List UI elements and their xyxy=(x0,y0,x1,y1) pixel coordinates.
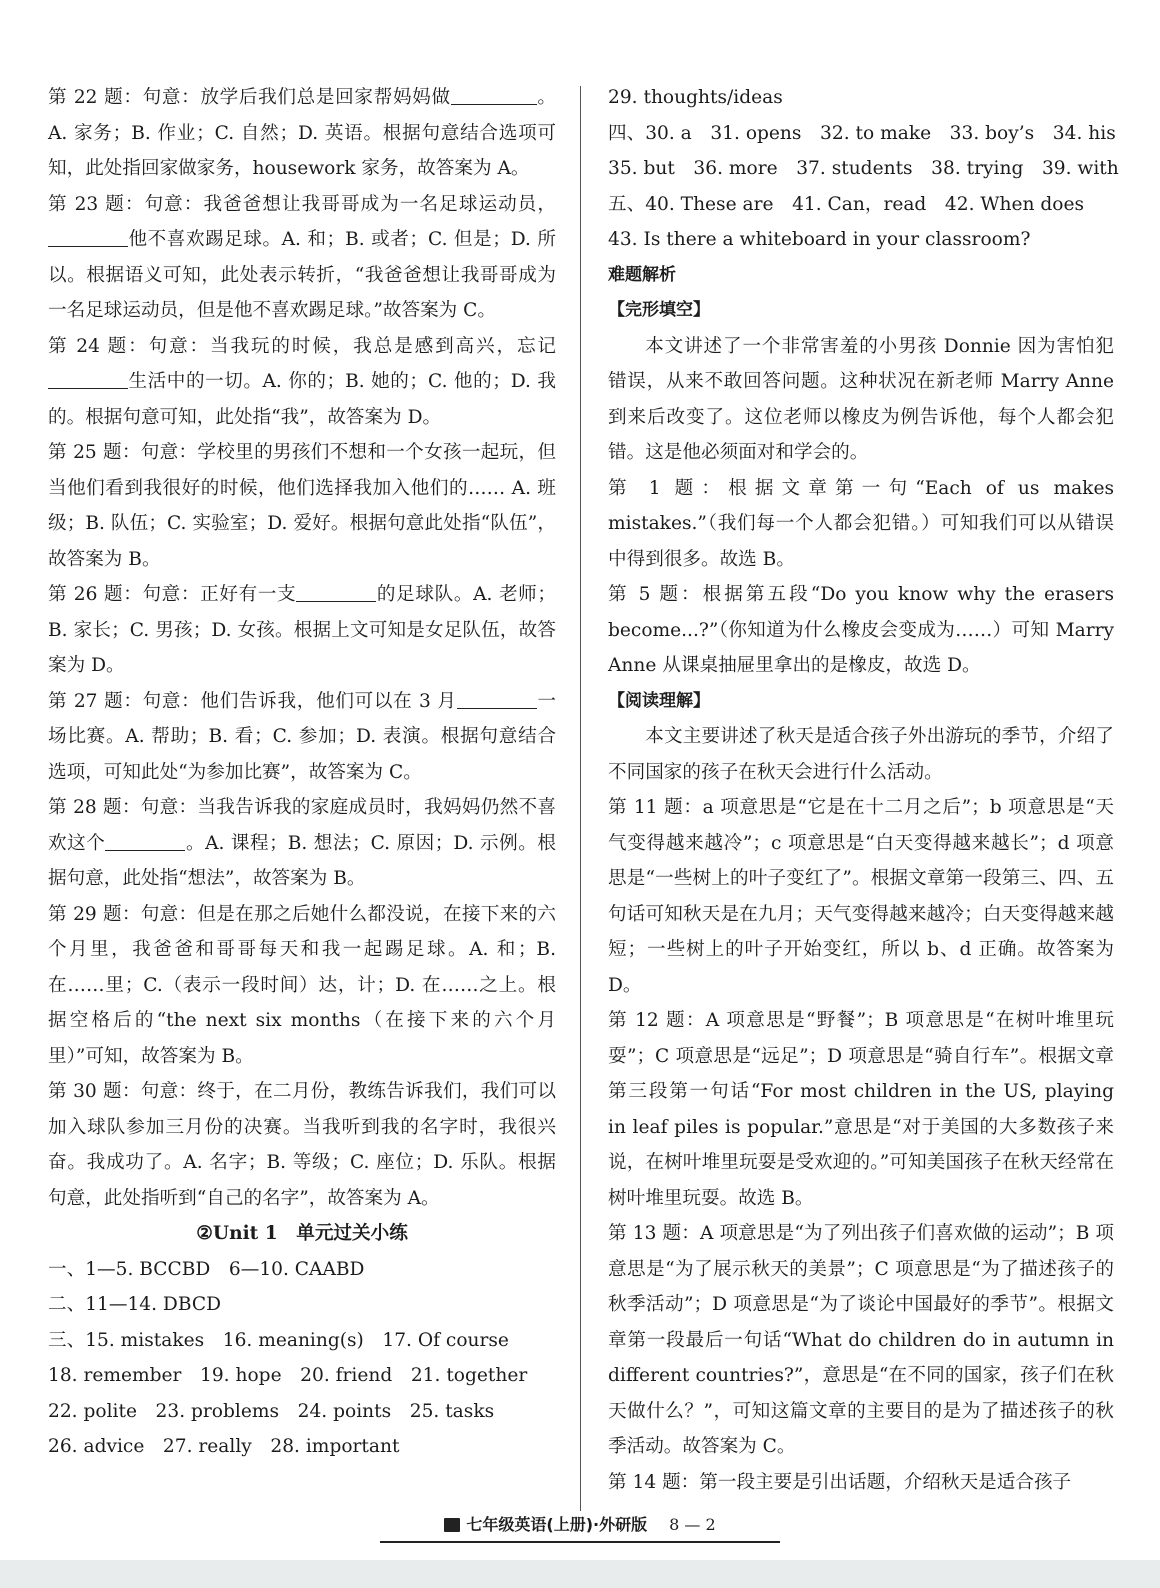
fill-blank xyxy=(457,689,537,709)
explanation-paragraph xyxy=(48,684,556,791)
fill-blank xyxy=(296,582,376,602)
subsection-title: 【完形填空】 xyxy=(608,300,710,320)
paragraph-text: 一场比赛。A. 帮助；B. 看；C. 参加；D. 表演。根据句意结合选项，可知此处“为参加比赛”，故答案为 C。 xyxy=(48,690,556,783)
section-title: 难题解析 xyxy=(608,264,676,285)
subsection-title: 【阅读理解】 xyxy=(608,690,710,711)
paragraph-text: 第 28 题：句意：当我告诉我的家庭成员时，我妈妈仍然不喜欢这个 xyxy=(48,797,556,854)
column-divider xyxy=(580,86,581,1511)
explanation-paragraph xyxy=(608,1465,1114,1501)
answer-line: 22. polite 23. problems 24. points 25. tasks xyxy=(48,1400,495,1422)
explanation-paragraph xyxy=(608,790,1114,1003)
answer-line: 三、15. mistakes 16. meaning(s) 17. Of course xyxy=(48,1329,509,1351)
explanation-paragraph xyxy=(48,187,556,329)
fill-blank xyxy=(48,227,128,247)
explanation-paragraph xyxy=(48,435,556,577)
left-column xyxy=(48,80,556,1465)
book-icon xyxy=(444,1518,460,1532)
summary-paragraph: 本文主要讲述了秋天是适合孩子外出游玩的季节，介绍了不同国家的孩子在秋天会进行什么活动。 xyxy=(608,726,1114,783)
paragraph-text: 第 27 题：句意：他们告诉我，他们可以在 3 月 xyxy=(48,690,457,712)
fill-blank xyxy=(451,85,537,105)
explanation-paragraph xyxy=(48,897,556,1075)
paragraph-text: 第 12 题：A 项意思是“野餐”；B 项意思是“在树叶堆里玩耍”；C 项意思是“远足”；D 项意思是“骑自行车”。根据文章第三段第一句话“For most children in the US, playing in leaf piles is popular.”意思是“对于美国的大多数孩子来说，在树叶堆里玩耍是受欢迎的。”可知美国孩子在秋天经常在树叶堆里玩耍。故选 B。 xyxy=(608,1010,1114,1209)
right-column xyxy=(608,80,1119,1500)
answer-line: 一、1—5. BCCBD 6—10. CAABD xyxy=(48,1258,365,1280)
answer-line: 18. remember 19. hope 20. friend 21. together xyxy=(48,1365,528,1386)
answer-line: 29. thoughts/ideas xyxy=(608,87,783,108)
explanation-paragraph xyxy=(608,577,1114,684)
paragraph-text: 第 11 题：a 项意思是“它是在十二月之后”；b 项意思是“天气变得越来越冷”；c 项意思是“白天变得越来越长”；d 项意思是“一些树上的叶子变红了”。根据文章第一段第三、四、五句话可知秋天是在九月；天气变得越来越冷；白天变得越来越短；一些树上的叶子开始变红，所以 b、d 正确。故答案为 D。 xyxy=(608,797,1114,996)
paragraph-text: 第 30 题：句意：终于，在二月份，教练告诉我们，我们可以加入球队参加三月份的决赛。当我听到我的名字时，我很兴奋。我成功了。A. 名字；B. 等级；C. 座位；D. 乐队。根据句意，此处指听到“自己的名字”，故答案为 A。 xyxy=(48,1081,556,1209)
answer-line: 35. but 36. more 37. students 38. trying 39. with xyxy=(608,158,1119,179)
answer-line: 26. advice 27. really 28. important xyxy=(48,1436,400,1457)
paragraph-text: 第 22 题：句意：放学后我们总是回家帮妈妈做 xyxy=(48,87,451,108)
fill-blank xyxy=(105,831,185,851)
answer-line: 四、30. a 31. opens 32. to make 33. boy’s 34. his xyxy=(608,122,1116,144)
summary-paragraph: 本文讲述了一个非常害羞的小男孩 Donnie 因为害怕犯错误，从来不敢回答问题。这种状况在新老师 Marry Anne 到来后改变了。这位老师以橡皮为例告诉他，每个人都会犯错。这是他必须面对和学会的。 xyxy=(608,335,1114,463)
footer-rule xyxy=(380,1541,780,1543)
paragraph-text: 第 26 题：句意：正好有一支 xyxy=(48,584,297,605)
explanation-paragraph xyxy=(608,1003,1114,1216)
explanation-paragraph xyxy=(48,790,556,897)
answer-line: 二、11—14. DBCD xyxy=(48,1294,221,1315)
footer-book-title: 七年级英语(上册)·外研版 xyxy=(466,1515,648,1534)
paragraph-text: 第 1 题：根据文章第一句“Each of us makes mistakes.”（我们每一个人都会犯错。）可知我们可以从错误中得到很多。故选 B。 xyxy=(608,477,1114,570)
page-footer xyxy=(0,1510,1160,1540)
unit-heading: ②Unit 1 单元过关小练 xyxy=(196,1223,408,1244)
explanation-paragraph xyxy=(48,80,556,187)
paragraph-text: 第 24 题：句意：当我玩的时候，我总是感到高兴，忘记 xyxy=(48,335,556,357)
paragraph-text: 第 25 题：句意：学校里的男孩们不想和一个女孩一起玩，但当他们看到我很好的时候，他们选择我加入他们的…… A. 班级；B. 队伍；C. 实验室；D. 爱好。根据句意此处指“队伍”，故答案为 B。 xyxy=(48,442,556,570)
paragraph-text: 第 13 题：A 项意思是“为了列出孩子们喜欢做的运动”；B 项意思是“为了展示秋天的美景”；C 项意思是“为了描述孩子的秋季活动”；D 项意思是“为了谈论中国最好的季节”。根据文章第一段最后一句话“What do children do in autumn in different countries?”，意思是“在不同的国家，孩子们在秋天做什么？”，可知这篇文章的主要目的是为了描述孩子的秋季活动。故答案为 C。 xyxy=(608,1223,1114,1457)
explanation-paragraph xyxy=(48,577,556,684)
paragraph-text: 第 29 题：句意：但是在那之后她什么都没说，在接下来的六个月里，我爸爸和哥哥每天和我一起踢足球。A. 和；B. 在……里；C.（表示一段时间）达，计；D. 在……之上。根据空格后的“the next six months（在接下来的六个月里）”可知，故答案为 B。 xyxy=(48,903,556,1067)
paragraph-text: 。A. 课程；B. 想法；C. 原因；D. 示例。根据句意，此处指“想法”，故答案为 B。 xyxy=(48,832,556,889)
paragraph-text: 他不喜欢踢足球。A. 和；B. 或者；C. 但是；D. 所以。根据语义可知，此处表示转折，“我爸爸想让我哥哥成为一名足球运动员，但是他不喜欢踢足球。”故答案为 C。 xyxy=(48,229,556,321)
footer-page-number: 8 — 2 xyxy=(669,1515,716,1534)
page-edge xyxy=(0,1560,1160,1588)
explanation-paragraph xyxy=(608,471,1114,578)
explanation-paragraph xyxy=(48,1074,556,1216)
paragraph-text: 的足球队。A. 老师；B. 家长；C. 男孩；D. 女孩。根据上文可知是女足队伍，故答案为 D。 xyxy=(48,584,557,676)
paragraph-text: 第 14 题：第一段主要是引出话题，介绍秋天是适合孩子 xyxy=(608,1471,1072,1493)
answer-line: 43. Is there a whiteboard in your classroom? xyxy=(608,229,1031,250)
fill-blank xyxy=(48,369,128,389)
paragraph-text: 。A. 家务；B. 作业；C. 自然；D. 英语。根据句意结合选项可知，此处指回家做家务，housework 家务，故答案为 A。 xyxy=(48,87,556,179)
paragraph-text: 生活中的一切。A. 你的；B. 她的；C. 他的；D. 我的。根据句意可知，此处指“我”，故答案为 D。 xyxy=(48,371,556,428)
explanation-paragraph xyxy=(48,329,556,436)
paragraph-text: 第 23 题：句意：我爸爸想让我哥哥成为一名足球运动员， xyxy=(48,193,556,215)
answer-line: 五、40. These are 41. Can，read 42. When does xyxy=(608,193,1085,215)
explanation-paragraph xyxy=(608,1216,1114,1465)
paragraph-text: 第 5 题：根据第五段“Do you know why the erasers become...?”（你知道为什么橡皮会变成为……）可知 Marry Anne 从课桌抽屉里拿出的是橡皮，故选 D。 xyxy=(608,584,1114,676)
